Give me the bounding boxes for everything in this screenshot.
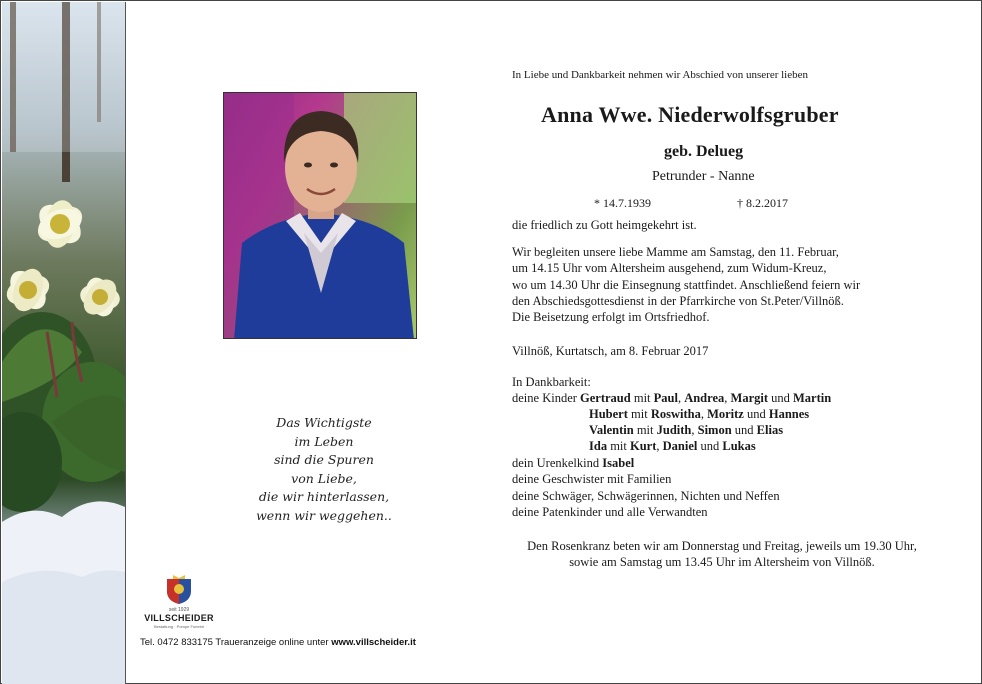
poem-line: sind die Spuren (274, 452, 374, 467)
poem-line: Das Wichtigste (276, 415, 372, 430)
funeral-line: Wir begleiten unsere liebe Mamme am Samstag, den 11. Februar, (512, 245, 839, 259)
child-name: Martin (793, 391, 832, 405)
word-und: und (700, 439, 720, 453)
child-name: Simon (697, 423, 732, 437)
word-mit: mit (610, 439, 627, 453)
child-name: Elias (756, 423, 784, 437)
spouse-name: Kurt (630, 439, 657, 453)
portrait-photo (223, 92, 417, 339)
great-grandchild-name: Isabel (602, 456, 635, 470)
funeral-line: wo um 14.30 Uhr die Einsegnung stattfindet. Anschließend feiern wir (512, 277, 861, 292)
word-und: und (746, 407, 766, 421)
funeral-home-logo (139, 573, 219, 633)
passed-line: die friedlich zu Gott heimgekehrt ist. (512, 218, 697, 232)
deceased-name: Anna Wwe. Niederwolfsgruber (541, 102, 839, 127)
poem-line: im Leben (294, 433, 354, 449)
child-name: Hannes (768, 407, 810, 421)
place-date: Villnöß, Kurtatsch, am 8. Februar 2017 (512, 344, 709, 358)
footer-text: Traueranzeige online unter (215, 637, 329, 648)
portrait-illustration (224, 93, 417, 339)
children-prefix: deine Kinder (512, 391, 577, 405)
mourners-heading: In Dankbarkeit: (512, 375, 591, 389)
death-date: † 8.2.2017 (737, 196, 788, 210)
mourner-row-in-laws: deine Schwäger, Schwägerinnen, Nichten und Neffen (512, 489, 780, 503)
child-name: Daniel (662, 439, 698, 453)
great-grandchild-prefix: dein Urenkelkind (512, 456, 600, 470)
footer-phone: Tel. 0472 833175 (140, 637, 213, 648)
birth-date: * 14.7.1939 (594, 196, 651, 210)
spouse-name: Roswitha (650, 407, 701, 421)
spouse-name: Judith (656, 423, 692, 437)
poem-line: wenn wir weggehen.. (256, 507, 392, 523)
footer (140, 637, 416, 648)
logo-tagline: Bestattung · Pompe Funebri (153, 624, 205, 629)
child-name: Andrea (684, 391, 725, 405)
child-name: Lukas (722, 439, 756, 453)
mourner-row-children-3: Valentin mit Judith, Simon und Elias (589, 423, 784, 437)
child-name: Gertraud (580, 391, 631, 405)
logo-since: seit 1929 (168, 607, 190, 613)
spouse-name: Paul (653, 391, 678, 405)
logo-name: VILLSCHEIDER (144, 613, 214, 623)
poem (229, 414, 419, 525)
poem-line: von Liebe, (291, 470, 357, 486)
hellebore-flowers-image (2, 2, 125, 684)
word-mit: mit (633, 391, 651, 405)
child-name: Valentin (589, 423, 634, 437)
word-mit: mit (636, 423, 654, 437)
child-name: Moritz (707, 407, 744, 421)
funeral-line: Die Beisetzung erfolgt im Ortsfriedhof. (512, 310, 710, 325)
poem-line: die wir hinterlassen, (258, 489, 390, 504)
word-mit: mit (631, 407, 648, 421)
footer-url[interactable]: www.villscheider.it (331, 637, 416, 648)
strip-divider (125, 2, 126, 684)
mourner-row-siblings: deine Geschwister mit Familien (512, 472, 672, 486)
intro-text: In Liebe und Dankbarkeit nehmen wir Abschied von unserer lieben (512, 69, 808, 81)
funeral-details (512, 244, 860, 325)
child-name: Hubert (589, 407, 628, 421)
child-name: Margit (730, 391, 768, 405)
mourner-row-children-4: Ida mit Kurt, Daniel und Lukas (589, 439, 756, 453)
nickname: Petrunder - Nanne (652, 169, 755, 184)
funeral-line: um 14.15 Uhr vom Altersheim ausgehend, zum Widum-Kreuz, (512, 261, 827, 276)
mourner-row-children-1: deine Kinder Gertraud mit Paul, Andrea, Margit und Martin (512, 391, 832, 405)
mourner-row-great-grandchild (512, 455, 634, 471)
word-und: und (771, 391, 790, 405)
maiden-name: geb. Delueg (664, 143, 744, 160)
rosary-notice: Den Rosenkranz beten wir am Donnerstag und Freitag, jeweils um 19.30 Uhr, sowie am Samstag um 13.45 Uhr im Altersheim von Villnöß. (527, 539, 917, 570)
word-und: und (734, 423, 754, 437)
flower-image-strip (2, 2, 125, 684)
crest-icon (161, 573, 197, 605)
funeral-line: den Abschiedsgottesdienst in der Pfarrkirche von St.Peter/Villnöß. (512, 293, 844, 308)
mourner-row-godchildren: deine Patenkinder und alle Verwandten (512, 505, 708, 519)
mourner-row-children-2: Hubert mit Roswitha, Moritz und Hannes (589, 407, 810, 421)
child-name: Ida (589, 439, 608, 453)
